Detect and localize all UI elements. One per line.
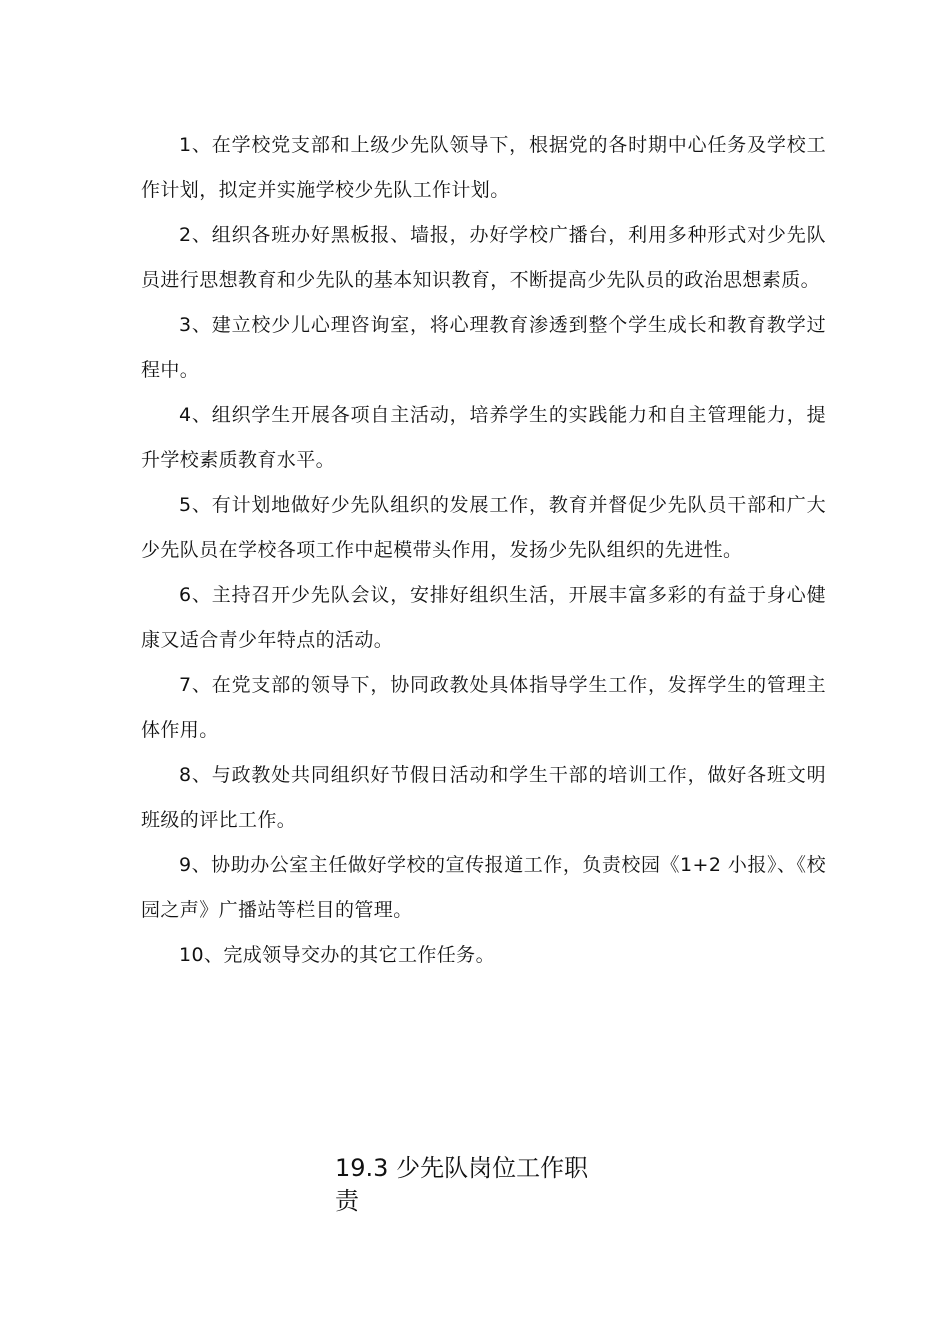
duty-item-1: 1、在学校党支部和上级少先队领导下，根据党的各时期中心任务及学校工作计划，拟定并实施学校少先队工作计划。	[141, 134, 826, 201]
duty-list	[141, 123, 826, 978]
duty-item-7: 7、在党支部的领导下，协同政教处具体指导学生工作，发挥学生的管理主体作用。	[141, 674, 826, 741]
duty-item-10: 10、完成领导交办的其它工作任务。	[179, 944, 495, 966]
duty-item-2: 2、组织各班办好黑板报、墙报，办好学校广播台，利用多种形式对少先队员进行思想教育和少先队的基本知识教育，不断提高少先队员的政治思想素质。	[141, 224, 826, 291]
duty-item-8: 8、与政教处共同组织好节假日活动和学生干部的培训工作，做好各班文明班级的评比工作。	[141, 764, 826, 831]
duty-item-4: 4、组织学生开展各项自主活动，培养学生的实践能力和自主管理能力，提升学校素质教育水平。	[141, 404, 826, 471]
section-title: 19.3 少先队岗位工作职责	[335, 1154, 589, 1215]
duty-item-5: 5、有计划地做好少先队组织的发展工作，教育并督促少先队员干部和广大少先队员在学校各项工作中起模带头作用，发扬少先队组织的先进性。	[141, 494, 826, 561]
duty-item-9: 9、协助办公室主任做好学校的宣传报道工作，负责校园《1+2 小报》、《校园之声》广播站等栏目的管理。	[141, 854, 826, 921]
duty-item-6: 6、主持召开少先队会议，安排好组织生活，开展丰富多彩的有益于身心健康又适合青少年特点的活动。	[141, 584, 826, 651]
duty-item-3: 3、建立校少儿心理咨询室，将心理教育渗透到整个学生成长和教育教学过程中。	[141, 314, 826, 381]
